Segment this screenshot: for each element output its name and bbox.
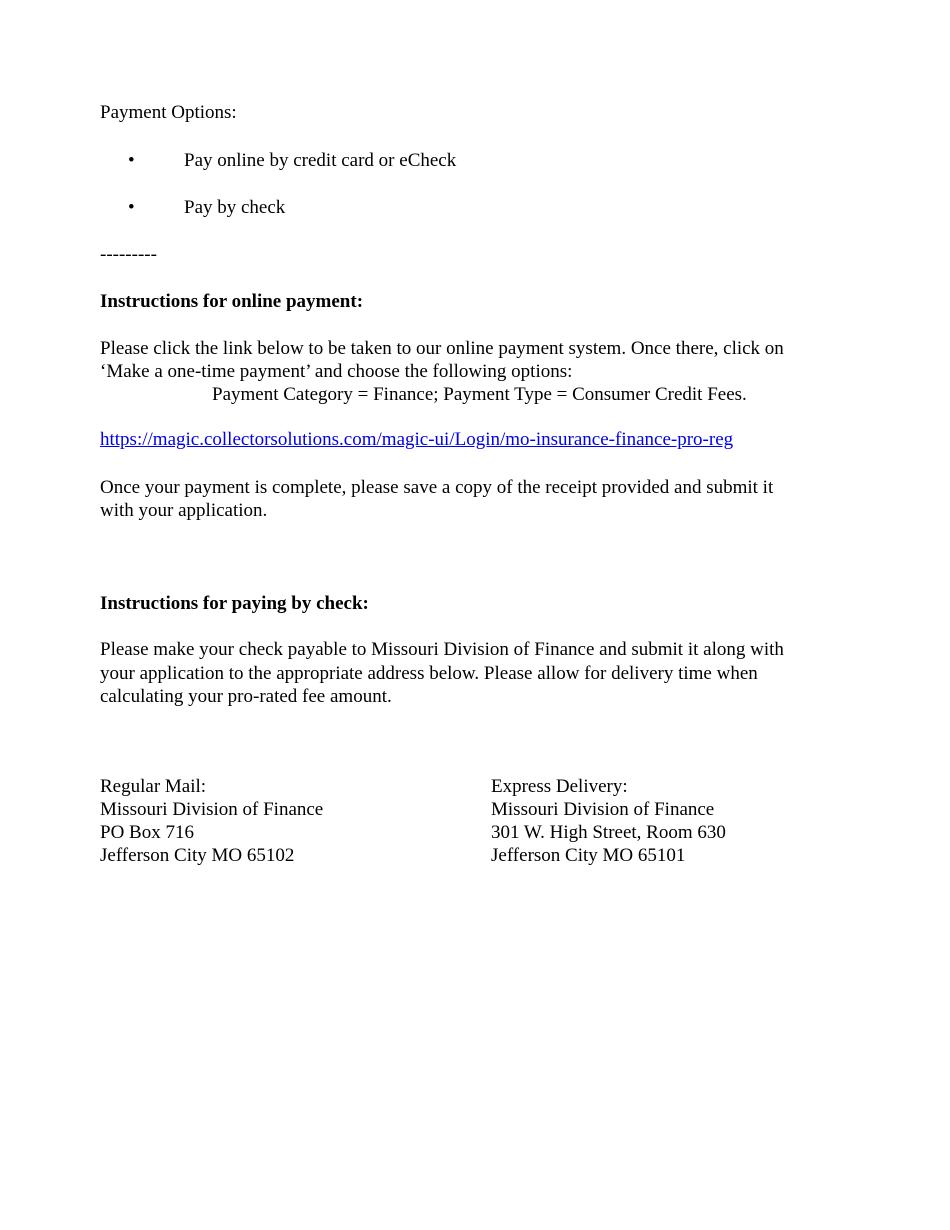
address-line: Jefferson City MO 65101: [491, 845, 686, 866]
address-line: Jefferson City MO 65102: [100, 845, 295, 866]
online-after-line: Once your payment is complete, please save a copy of the receipt provided and submit it: [100, 477, 774, 498]
online-after-line: with your application.: [100, 500, 268, 521]
bullet-icon: •: [128, 150, 135, 171]
address-title: Express Delivery:: [491, 776, 628, 797]
separator: ---------: [100, 244, 157, 265]
check-instructions-line: calculating your pro-rated fee amount.: [100, 686, 392, 707]
payment-options-heading: Payment Options:: [100, 102, 237, 123]
check-instructions-line: your application to the appropriate address below. Please allow for delivery time when: [100, 663, 758, 684]
check-instructions-line: Please make your check payable to Missouri Division of Finance and submit it along with: [100, 639, 784, 660]
express-delivery-address: [491, 775, 726, 867]
list-item-label: Pay online by credit card or eCheck: [184, 150, 457, 171]
address-line: Missouri Division of Finance: [100, 799, 324, 820]
regular-mail-address: [100, 775, 323, 867]
online-instructions-heading: Instructions for online payment:: [100, 291, 364, 312]
address-line: PO Box 716: [100, 822, 194, 843]
online-instructions-line: ‘Make a one-time payment’ and choose the following options:: [100, 361, 573, 382]
list-item-label: Pay by check: [184, 197, 286, 218]
check-instructions-heading: Instructions for paying by check:: [100, 593, 369, 614]
payment-category-options: Payment Category = Finance; Payment Type = Consumer Credit Fees.: [212, 384, 747, 405]
bullet-icon: •: [128, 197, 135, 218]
online-instructions-line: Please click the link below to be taken to our online payment system. Once there, click on: [100, 338, 784, 359]
address-title: Regular Mail:: [100, 776, 207, 797]
address-line: Missouri Division of Finance: [491, 799, 715, 820]
online-payment-link[interactable]: https://magic.collectorsolutions.com/magic-ui/Login/mo-insurance-finance-pro-reg: [100, 429, 734, 450]
address-line: 301 W. High Street, Room 630: [491, 822, 726, 843]
